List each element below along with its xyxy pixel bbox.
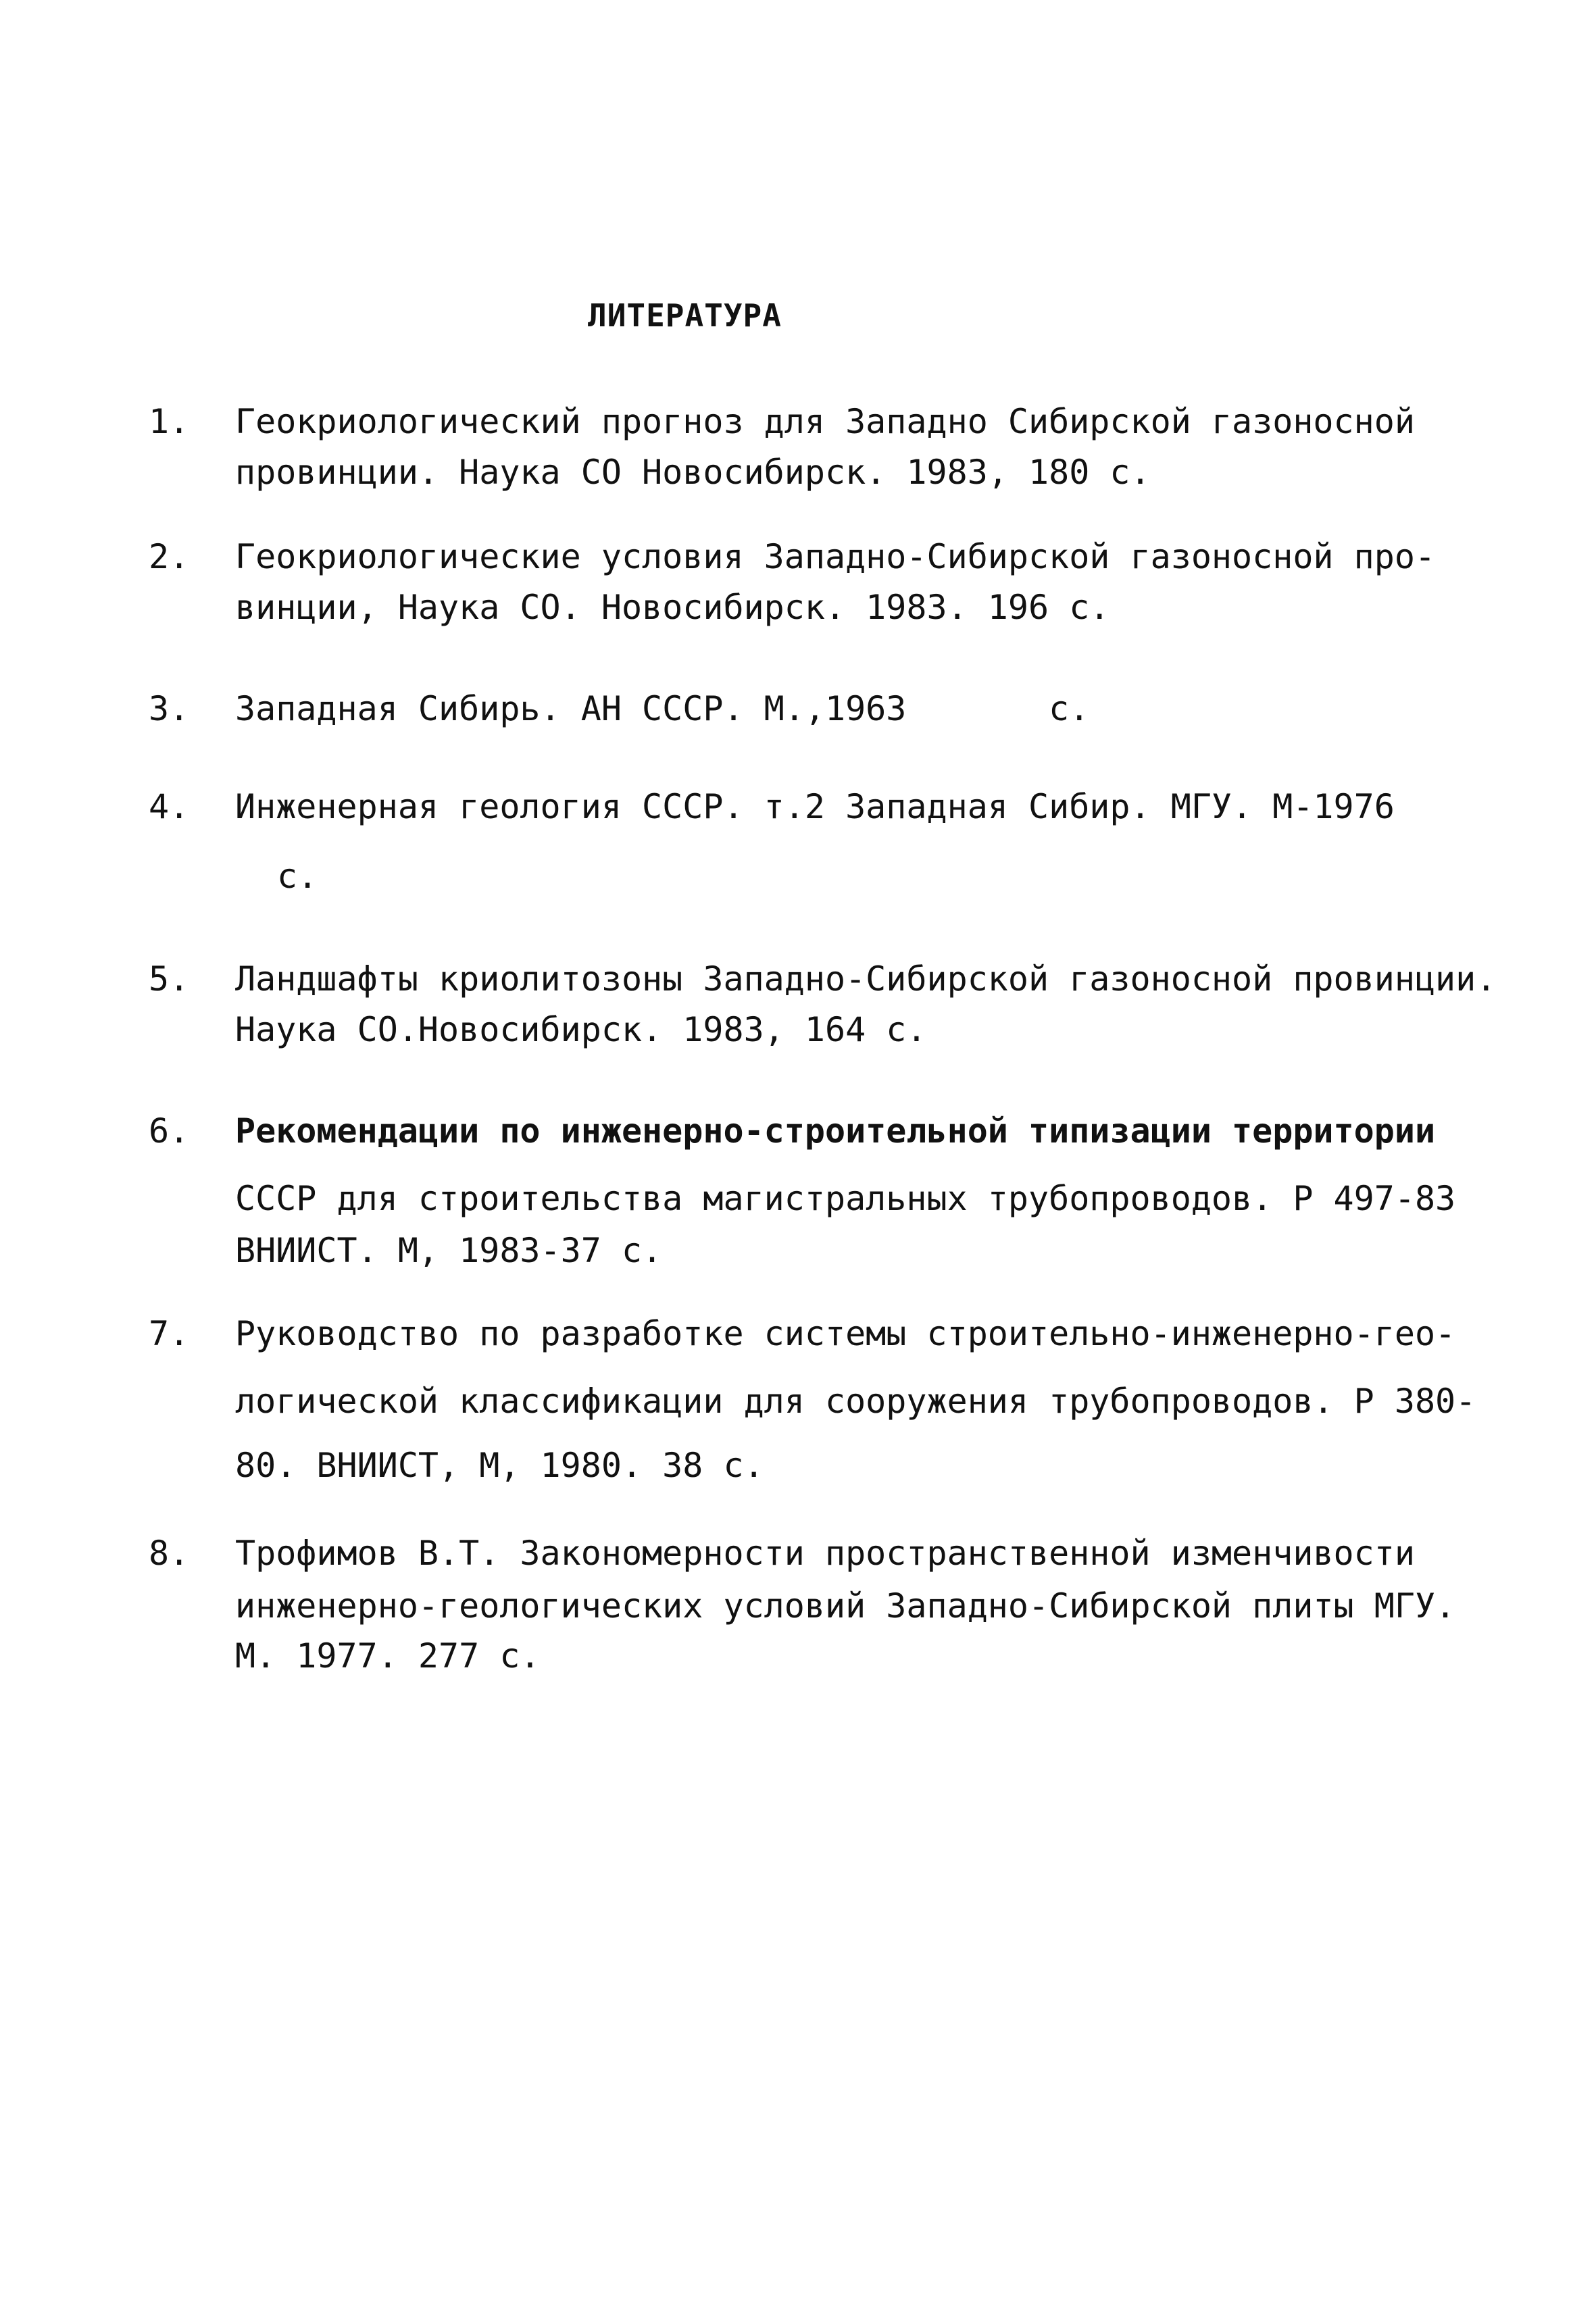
reference-6-line-3: ВНИИСТ. М, 1983-37 с.: [235, 1231, 663, 1270]
reference-1-line-2: провинции. Наука СО Новосибирск. 1983, 180 с.: [235, 453, 1151, 492]
page-title: ЛИТЕРАТУРА: [588, 297, 782, 334]
reference-6-line-1: Рекомендации по инженерно-строительной типизации территории: [235, 1111, 1436, 1151]
reference-number-6: 6.: [149, 1111, 190, 1151]
reference-2-line-2: винции, Наука СО. Новосибирск. 1983. 196 с.: [235, 588, 1110, 627]
reference-4-line-2: с.: [277, 857, 318, 896]
reference-number-5: 5.: [149, 959, 190, 999]
reference-7-line-1: Руководство по разработке системы строительно-инженерно-гео-: [235, 1314, 1456, 1353]
reference-number-4: 4.: [149, 787, 190, 826]
reference-number-7: 7.: [149, 1314, 190, 1353]
reference-7-line-2: логической классификации для сооружения трубопроводов. Р 380-: [235, 1382, 1476, 1421]
reference-8-line-2: инженерно-геологических условий Западно-Сибирской плиты МГУ.: [235, 1586, 1456, 1626]
reference-number-3: 3.: [149, 689, 190, 728]
reference-number-8: 8.: [149, 1534, 190, 1573]
reference-6-line-2: СССР для строительства магистральных трубопроводов. Р 497-83: [235, 1179, 1456, 1218]
reference-3-line-1: Западная Сибирь. АН СССР. М.,1963 с.: [235, 689, 1090, 728]
reference-8-line-1: Трофимов В.Т. Закономерности пространственной изменчивости: [235, 1534, 1415, 1573]
reference-5-line-2: Наука СО.Новосибирск. 1983, 164 с.: [235, 1010, 927, 1049]
reference-4-line-1: Инженерная геология СССР. т.2 Западная Сибир. МГУ. М-1976: [235, 787, 1395, 826]
reference-7-line-3: 80. ВНИИСТ, М, 1980. 38 с.: [235, 1446, 764, 1485]
reference-5-line-1: Ландшафты криолитозоны Западно-Сибирской газоносной провинции.: [235, 959, 1497, 999]
reference-2-line-1: Геокриологические условия Западно-Сибирской газоносной про-: [235, 537, 1436, 576]
reference-8-line-3: М. 1977. 277 с.: [235, 1636, 541, 1676]
reference-number-2: 2.: [149, 537, 190, 576]
reference-number-1: 1.: [149, 402, 190, 441]
reference-1-line-1: Геокриологический прогноз для Западно Сибирской газоносной: [235, 402, 1415, 441]
